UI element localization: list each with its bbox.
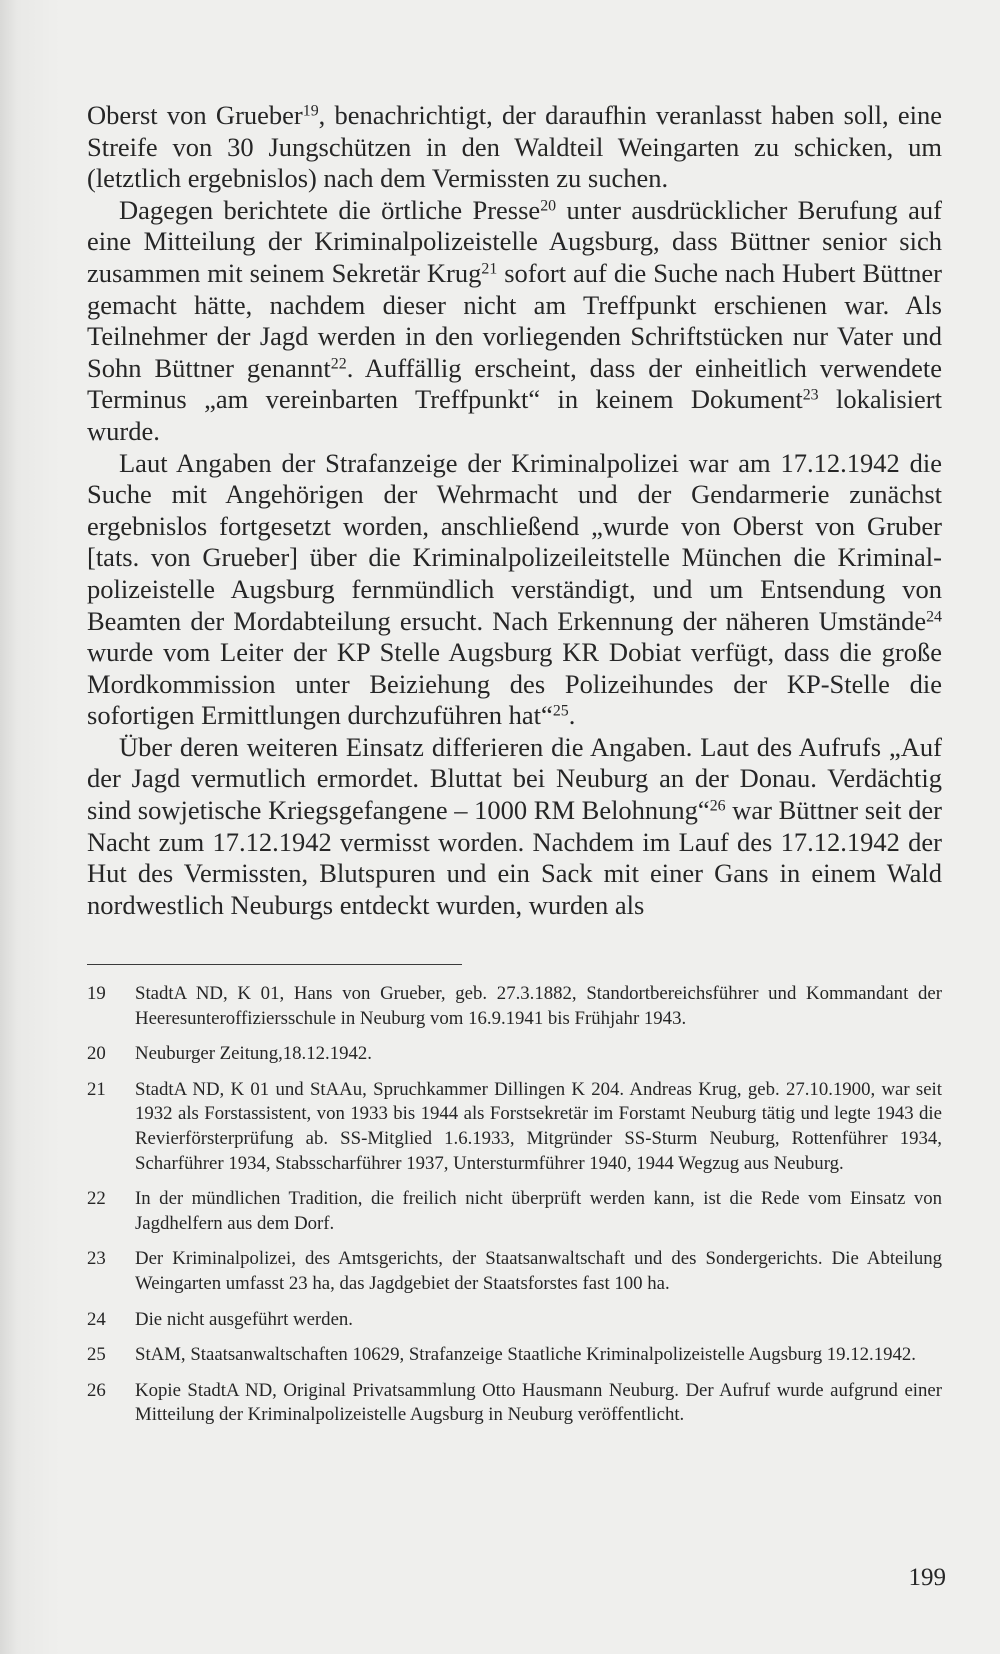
footnote-text: In der mündlichen Tradition, die freilich nicht überprüft werden kann, ist die Rede vom Einsatz von Jagdhelfern aus dem Dorf. [135, 1188, 942, 1234]
paragraph-4 [87, 732, 942, 922]
body-text [87, 100, 942, 921]
footnote [87, 1187, 942, 1236]
text-run: Dagegen berichtete die örtliche Presse [119, 194, 541, 225]
footnote-text: Neuburger Zeitung,18.12.1942. [135, 1043, 372, 1065]
footnote [87, 1308, 942, 1333]
footnote [87, 1042, 942, 1067]
footnote-text: Kopie StadtA ND, Original Privatsammlung Otto Hausmann Neuburg. Der Aufruf wurde aufgrund einer Mitteilung der Kriminalpolizeistelle Augsburg in Neuburg veröffentlicht. [135, 1379, 942, 1426]
footnote [87, 1247, 942, 1296]
footnote-ref-22[interactable]: 22 [330, 355, 347, 373]
footnote-text: StadtA ND, K 01, Hans von Grueber, geb. 27.3.1882, Standortbereichsführer und Kommandant der Heeresunteroffiziersschule in Neuburg vom 16.9.1941 bis Frühjahr 1943. [135, 983, 942, 1029]
footnote-text: StadtA ND, K 01 und StAAu, Spruchkammer Dillingen K 204. Andreas Krug, geb. 27.10.1900, war seit 1932 als Forstassistent, von 1933 bis 1944 als Forstsekretär im Forstamt Neuburg tätig und legte 1943 die Revierförsterprüfung ab. SS-Mitglied 1.6.1933, Mitgründer SS-Sturm Neuburg, Rottenführer 1934, Scharführer 1934, Stabsscharführer 1937, Untersturmführer 1940, 1944 Wegzug aus Neuburg. [135, 1078, 942, 1174]
text-run: . Auffällig erscheint, dass der einheitlich verwendete Terminus „am vereinbarten Treffpunkt“ in keinem Dokument [87, 352, 942, 415]
text-run: wurde vom Leiter der KP Stelle Augsburg KR Dobiat verfügt, dass die große Mordkommission unter Beiziehung des Polizeihundes der KP-Stelle die sofortigen Ermittlungen durchzuführen hat“ [87, 637, 942, 731]
footnote-number: 23 [87, 1248, 106, 1270]
footnote-text: Die nicht ausgeführt werden. [135, 1308, 353, 1330]
text-run: sofort auf die Suche nach Hubert Büttner gemacht hätte, nachdem dieser nicht am Treffpunkt erschienen war. Als Teilnehmer der Jagd werden in den vorliegenden Schriftstücken nur Vater und Sohn Büttner genannt [87, 257, 942, 383]
footnote-number: 25 [87, 1344, 106, 1366]
footnote-text: Der Kriminalpolizei, des Amtsgerichts, der Staatsanwaltschaft und des Sondergerichts. Die Abteilung Weingarten umfasst 23 ha, das Jagdgebiet der Staatsforstes fast 100 ha. [135, 1248, 942, 1294]
footnote-text: StAM, Staatsanwaltschaften 10629, Strafanzeige Staatliche Kriminalpolizeistelle Augsburg 19.12.1942. [135, 1344, 916, 1366]
footnote-ref-21[interactable]: 21 [481, 260, 498, 278]
paragraph-2 [87, 195, 942, 448]
footnote [87, 1078, 942, 1176]
footnote [87, 1379, 942, 1428]
text-run: . [568, 700, 576, 731]
text-run: Über deren weiteren Einsatz differieren die Angaben. Laut des Aufrufs „Auf der Jagd vermutlich ermordet. Bluttat bei Neuburg an der Donau. Verdächtig sind sowjetische Kriegsgefangene – 1000 RM Belohnung“ [87, 731, 942, 826]
text-run: , benachrichtigt, der daraufhin veranlasst haben soll, eine Streife von 30 Jungschützen in den Waldteil Weingarten zu schicken, um (letztlich ergebnislos) nach dem Vermissten zu suchen. [87, 100, 942, 194]
footnote-ref-24[interactable]: 24 [926, 607, 942, 625]
text-run: war Büttner seit der Nacht zum 17.12.1942 vermisst worden. Nachdem im Lauf des 17.12.1942 der Hut des Vermissten, Blutspuren und ein Sack mit einer Gans in einem Wald nordwestlich Neuburgs entdeckt wurden, wurden als [87, 795, 942, 920]
paragraph-3 [87, 448, 942, 732]
text-run: Oberst von Grueber [87, 100, 303, 130]
paragraph-1 [87, 100, 942, 195]
footnotes [87, 982, 942, 1439]
footnote-ref-19[interactable]: 19 [302, 102, 319, 120]
footnote-ref-26[interactable]: 26 [709, 797, 726, 815]
text-run: lokalisiert wurde. [87, 384, 942, 446]
footnote [87, 982, 942, 1031]
footnote-number: 26 [87, 1379, 106, 1401]
text-run: unter ausdrücklicher Berufung auf eine Mitteilung der Kriminalpolizeistelle Augsburg, dass Büttner senior sich zusammen mit seinem Sekretär Krug [87, 194, 942, 288]
footnote-ref-25[interactable]: 25 [552, 702, 569, 720]
footnote-number: 22 [87, 1188, 106, 1210]
page-number: 199 [908, 1564, 946, 1591]
footnote-ref-20[interactable]: 20 [540, 197, 557, 215]
footnote-number: 20 [87, 1043, 106, 1065]
text-run: Laut Angaben der Strafanzeige der Kriminalpolizei war am 17.12.1942 die Suche mit Angehörigen der Wehrmacht und der Gendarmerie zunächst ergebnislos fortgesetzt worden, anschließend „wurde von Oberst von Gruber [tats. von Grueber] über die Kriminalpolizeileitstelle München die Kriminalpolizeistelle Augsburg fernmündlich verständigt, und um Entsendung von Beamten der Mordabteilung ersucht. Nach Erkennung der näheren Umstände [87, 447, 942, 636]
footnote [87, 1343, 942, 1368]
footnote-number: 24 [87, 1308, 106, 1330]
footnote-number: 21 [87, 1078, 106, 1100]
footnote-ref-23[interactable]: 23 [802, 386, 819, 404]
footnote-separator [87, 964, 462, 965]
footnote-number: 19 [87, 983, 106, 1004]
